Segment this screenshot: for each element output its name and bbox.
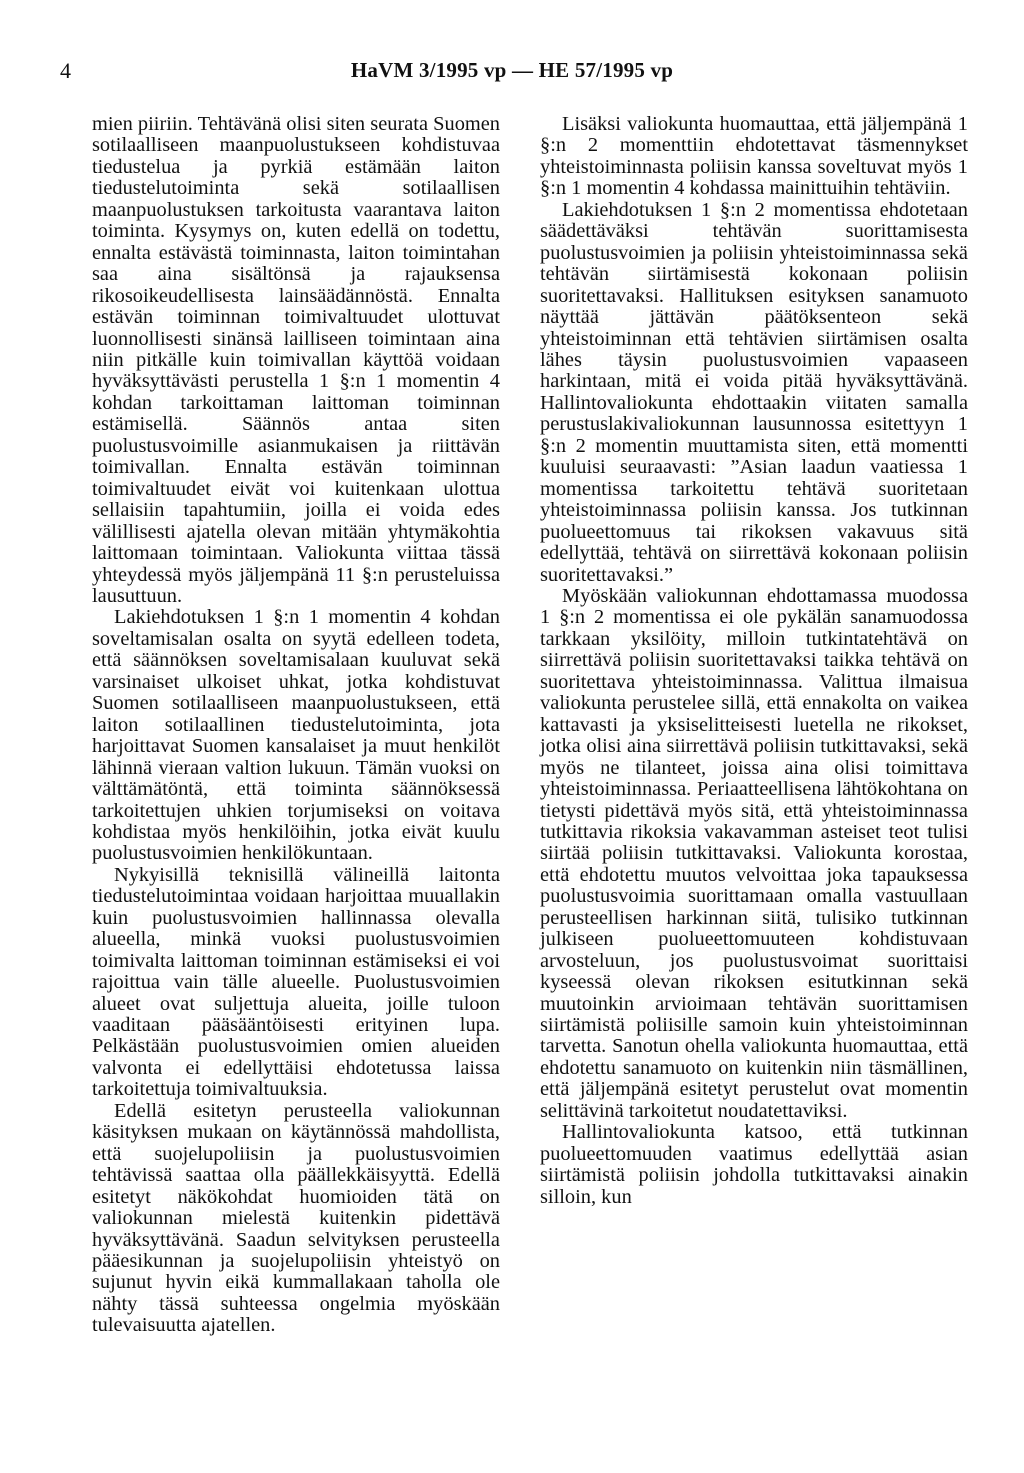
paragraph: Hallintovaliokunta katsoo, että tutkinnan puolueettomuuden vaatimus edellyttää asian siirtämistä poliisin johdolla tutkittavaksi ainakin silloin, kun [540,1121,968,1208]
left-column [92,114,500,1337]
paragraph: Nykyisillä teknisillä välineillä laitonta tiedustelutoimintaa voidaan harjoittaa muuallakin kuin puolustusvoimien hallinnassa olevalla alueella, minkä vuoksi puolustusvoimien toimivalta laittoman toiminnan estämiseksi ei voi rajoittua vain tälle alueelle. Puolustusvoimien alueet ovat suljettuja alueita, joille tuloon vaaditaan pääsääntöisesti erityinen lupa. Pelkästään puolustusvoimien omien alueiden valvonta ei edellyttäisi ehdotetussa laissa tarkoitettuja toimivaltuuksia. [92,863,500,1101]
paragraph: Lakiehdotuksen 1 §:n 2 momentissa ehdotetaan säädettäväksi tehtävän suorittamisesta puolustusvoimien ja poliisin yhteistoiminnassa sekä tehtävän siirtämisestä kokonaan poliisin suoritettavaksi. Hallituksen esityksen sanamuoto näyttää jättävän päätöksenteon sekä yhteistoiminnan että tehtävien siirtämisen osalta lähes täysin puolustusvoimien vapaaseen harkintaan, mitä ei voida pitää hyväksyttävänä. Hallintovaliokunta ehdottaakin viitaten samalla perustuslakivaliokunnan lausunnossa esitettyyn 1 §:n 2 momentin muuttamista siten, että momentti kuuluisi seuraavasti: ”Asian laadun vaatiessa 1 momentissa tarkoitettu tehtävä suoritetaan yhteistoiminnassa poliisin kanssa. Jos tutkinnan puolueettomuus tai rikoksen vakavuus sitä edellyttää, tehtävä on siirrettävä kokonaan poliisin suoritettavaksi.” [540,198,968,586]
paragraph: Lakiehdotuksen 1 §:n 1 momentin 4 kohdan soveltamisalan osalta on syytä edelleen todeta, että säännöksen soveltamisalaan kuuluvat sekä varsinaiset ulkoiset uhkat, jotka kohdistuvat Suomen sotilaalliseen maanpuolustukseen, että laiton sotilaallinen tiedustelutoiminta, jota harjoittavat Suomen kansalaiset ja muut henkilöt lähinnä vieraan valtion lukuun. Tämän vuoksi on välttämätöntä, että toiminta säännöksessä tarkoitettujen uhkien torjumiseksi on voitava kohdistaa myös henkilöihin, jotka eivät kuulu puolustusvoimien henkilökuntaan. [92,606,500,865]
paragraph: Edellä esitetyn perusteella valiokunnan käsityksen mukaan on käytännössä mahdollista, että suojelupoliisin ja puolustusvoimien tehtävissä saattaa olla päällekkäisyyttä. Edellä esitetyt näkökohdat huomioiden tätä on valiokunnan mielestä kuitenkin pidettävä hyväksyttävänä. Saadun selvityksen perusteella pääesikunnan ja suojelupoliisin yhteistyö on sujunut hyvin eikä kummallakaan taholla ole nähty tässä suhteessa ongelmia myöskään tulevaisuutta ajatellen. [92,1099,500,1337]
running-header: HaVM 3/1995 vp — HE 57/1995 vp [350,58,674,82]
paragraph: mien piiriin. Tehtävänä olisi siten seurata Suomen sotilaalliseen maanpuolustukseen kohdistuvaa tiedustelua ja pyrkiä estämään laiton tiedustelutoiminta sekä sotilaallisen maanpuolustuksen tarkoitusta vaarantava laiton toiminta. Kysymys on, kuten edellä on todettu, ennalta estävästä toiminnasta, laiton toimintahan saa aina sisältönsä ja rajauksensa rikosoikeudellisesta lainsäädännöstä. Ennalta estävän toiminnan toimivaltuudet ulottuvat luonnollisesti sinänsä lailliseen toimintaan aina niin pitkälle kuin toimivallan käyttöä voidaan hyväksyttävästi perustella 1 §:n 1 momentin 4 kohdan tarkoittaman laittoman toiminnan estämisellä. Säännös antaa siten puolustusvoimille asianmukaisen ja riittävän toimivallan. Ennalta estävän toiminnan toimivaltuudet eivät voi kuitenkaan ulottua sellaisiin tapahtumiin, joilla ei voida edes välillisesti ajatella olevan mitään yhtymäkohtia laittomaan toimintaan. Valiokunta viittaa tässä yhteydessä myös jäljempänä 11 §:n perusteluissa lausuttuun. [92,113,500,607]
right-column [540,114,968,1208]
page-number: 4 [60,58,71,83]
paragraph: Lisäksi valiokunta huomauttaa, että jäljempänä 1 §:n 2 momenttiin ehdotettavat täsmennykset yhteistoiminnasta poliisin kanssa soveltuvat myös 1 §:n 1 momentin 4 kohdassa mainittuihin tehtäviin. [540,113,968,200]
paragraph: Myöskään valiokunnan ehdottamassa muodossa 1 §:n 2 momentissa ei ole pykälän sanamuodossa tarkkaan yksilöity, milloin tutkintatehtävä on siirrettävä poliisin suoritettavaksi taikka tehtävä on suoritettava yhteistoiminnassa. Valittua ilmaisua valiokunta perustelee sillä, että ennakolta on vaikea kattavasti ja yksiselitteisesti luetella ne rikokset, jotka olisi aina siirrettävä poliisin tutkittavaksi, sekä myös ne tilanteet, joissa aina olisi toimittava yhteistoiminnassa. Periaatteellisena lähtökohtana on tietysti pidettävä myös sitä, että yhteistoiminnassa tutkittavia rikoksia vakavamman asteiset teot tulisi siirtää poliisin tutkittavaksi. Valiokunta korostaa, että ehdotettu muutos velvoittaa joka tapauksessa puolustusvoimia suorittamaan omalla vastuullaan perusteellisen harkinnan siitä, tulisiko tutkinnan julkiseen puolueettomuuteen kohdistuvaan arvosteluun, jos puolustusvoimat suorittaisi kyseessä olevan rikoksen esitutkinnan sekä muutoinkin arvioimaan tehtävän suorittamisen siirtämistä poliisille samoin kuin yhteistoiminnan tarvetta. Sanotun ohella valiokunta huomauttaa, että ehdotettu sanamuoto on kuitenkin niin täsmällinen, että jäljempänä esitetyt perustelut ovat momentin selittävinä tarkoitetut noudatettaviksi. [540,584,968,1122]
